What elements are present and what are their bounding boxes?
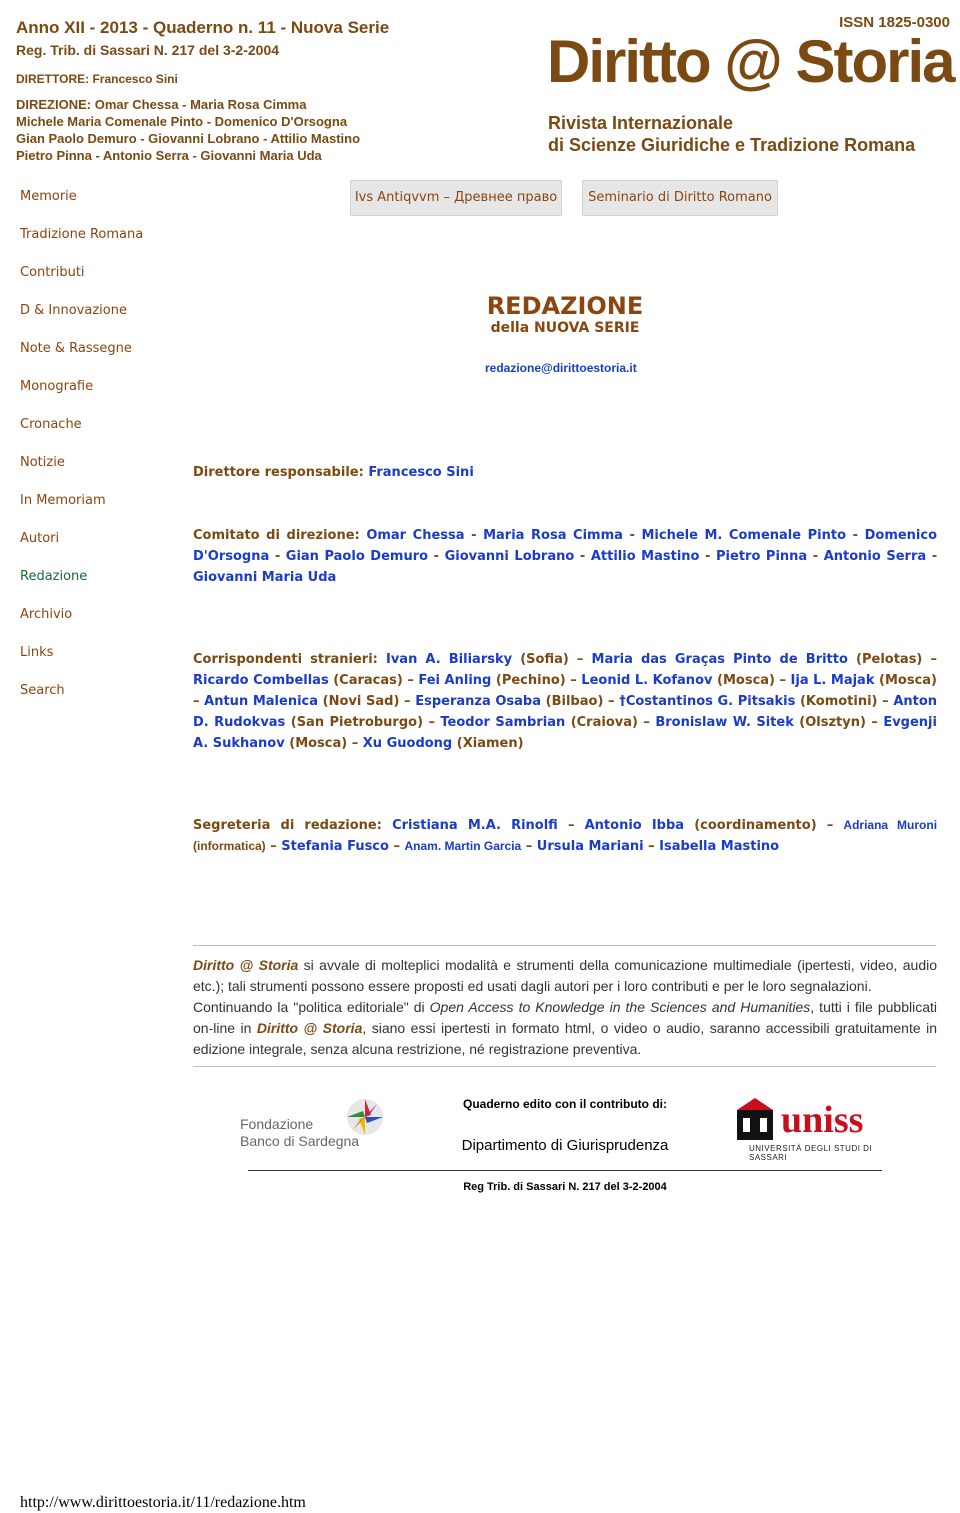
- sidebar-item-memorie[interactable]: Memorie: [20, 189, 77, 204]
- corrispondente-name: Teodor Sambrian: [440, 715, 566, 730]
- comitato-name: Maria Rosa Cimma: [483, 528, 623, 543]
- comitato-name: Domenico D'Orsogna: [193, 528, 938, 564]
- fondazione-text: [240, 1116, 359, 1150]
- comitato-name: Michele M. Comenale Pinto: [641, 528, 847, 543]
- uniss-wordmark: uniss: [781, 1099, 864, 1141]
- fondazione-line: Fondazione: [240, 1116, 314, 1132]
- direttore-name: Francesco Sini: [368, 465, 474, 480]
- corrispondente-name: Bronislaw W. Sitek: [655, 715, 794, 730]
- sidebar-item-redazione[interactable]: Redazione: [20, 569, 88, 584]
- sidebar-item-search[interactable]: Search: [20, 683, 65, 698]
- corrispondente-city: (Novi Sad): [322, 694, 400, 709]
- about-text: [193, 955, 937, 1060]
- dipartimento-name: Dipartimento di Giurisprudenza: [461, 1137, 669, 1154]
- segreteria-label: Segreteria di redazione:: [193, 818, 382, 833]
- uniss-emblem-icon: [735, 1096, 775, 1142]
- corrispondente-city: (Mosca): [717, 673, 775, 688]
- corrispondente-city: (San Pietroburgo): [290, 715, 424, 730]
- comitato-name: Gian Paolo Demuro: [285, 549, 429, 564]
- comitato-section: Comitato di direzione: Omar Chessa - Maria Rosa Cimma - Michele M. Comenale Pinto - Domenico D'Orsogna - Gian Paolo Demuro - Giovanni Lobrano - Attilio Mastino - Pietro Pinna - Antonio Serra - Giovanni Maria Uda: [193, 528, 938, 585]
- segreteria-name: Ursula Mariani: [536, 839, 644, 854]
- corrispondente-city: (Craiova): [570, 715, 638, 730]
- comitato-name: Antonio Serra: [823, 549, 927, 564]
- direzione-line: Pietro Pinna - Antonio Serra - Giovanni Maria Uda: [16, 148, 322, 163]
- fondazione-banco-sardegna-logo: [240, 1094, 400, 1156]
- title-sub: della NUOVA SERIE: [490, 320, 640, 336]
- about-text-fragment: si avvale di molteplici modalità e strumenti della comunicazione multimediale (ipertesti, video, audio etc.); tali strumenti possono essere proposti ed usati dagli autori per i loro contributi e per le loro segnalazioni.: [193, 957, 937, 994]
- corrispondente-city: (Komotini): [799, 694, 878, 709]
- brand-name: Diritto @ Storia: [193, 957, 299, 973]
- corrispondente-name: Fei Anling: [418, 673, 492, 688]
- divider: [193, 945, 936, 946]
- comitato-name: Giovanni Lobrano: [444, 549, 575, 564]
- registration-line: Reg. Trib. di Sassari N. 217 del 3-2-2004: [16, 42, 280, 58]
- comitato-label: Comitato di direzione:: [193, 528, 360, 543]
- director-line: DIRETTORE: Francesco Sini: [16, 72, 178, 86]
- direttore-section: [193, 462, 937, 483]
- uniss-subtitle: UNIVERSITÀ DEGLI STUDI DI SASSARI: [749, 1144, 873, 1162]
- subtitle-line: di Scienze Giuridiche e Tradizione Romana: [548, 135, 916, 155]
- corrispondenti-label: Corrispondenti stranieri:: [193, 652, 378, 667]
- corrispondente-city: (Xiamen): [456, 736, 524, 751]
- footer-divider: [248, 1170, 882, 1171]
- about-text-fragment: Continuando la "politica editoriale" di: [193, 999, 430, 1015]
- corrispondente-name: Anton D. Rudokvas: [193, 694, 938, 730]
- about-text-fragment: , siano essi ipertesti in formato html, o video o audio, saranno accessibili gratuitamente in edizione integrale, senza alcuna restrizione, né registrazione preventiva.: [193, 1020, 937, 1057]
- corrispondente-name: Ivan A. Biliarsky: [385, 652, 513, 667]
- fondazione-line: Banco di Sardegna: [240, 1133, 360, 1149]
- brand-name: Diritto @ Storia: [256, 1020, 363, 1036]
- corrispondenti-section: Corrispondenti stranieri: Ivan A. Biliarsky (Sofia) – Maria das Graças Pinto de Britto (Pelotas) – Ricardo Combellas (Caracas) – Fei Anling (Pechino) – Leonid L. Kofanov (Mosca) – Ija L. Majak (Mosca) – Antun Malenica (Novi Sad) – Esperanza Osaba (Bilbao) – †Costantinos G. Pitsakis (Komotini) – Anton D. Rudokvas (San Pietroburgo) – Teodor Sambrian (Craiova) – Bronislaw W. Sitek (Olsztyn) – Evgenji A. Sukhanov (Mosca) – Xu Guodong (Xiamen): [193, 652, 938, 751]
- sidebar-item-monografie[interactable]: Monografie: [20, 379, 94, 394]
- segreteria-role: (coordinamento): [694, 818, 817, 833]
- corrispondente-name: Maria das Graças Pinto de Britto: [591, 652, 848, 667]
- direzione-line: Michele Maria Comenale Pinto - Domenico D'Orsogna: [16, 114, 348, 129]
- segreteria-section: Segreteria di redazione: Cristiana M.A. Rinolfi – Antonio Ibba (coordinamento) – Adriana Muroni (informatica) – Stefania Fusco – Anam. Martin Garcia – Ursula Mariani – Isabella Mastino: [193, 818, 938, 854]
- page-title: [470, 292, 660, 336]
- direzione-line: Gian Paolo Demuro - Giovanni Lobrano - Attilio Mastino: [16, 131, 361, 146]
- corrispondente-city: (Olsztyn): [799, 715, 866, 730]
- ius-antiquum-button[interactable]: Ivs Antiqvvm – Древнее право: [350, 180, 562, 216]
- corrispondente-city: (Mosca): [289, 736, 348, 751]
- segreteria-name: Cristiana M.A. Rinolfi: [392, 818, 558, 833]
- corrispondente-name: Ija L. Majak: [790, 673, 875, 688]
- direzione-line: DIREZIONE: Omar Chessa - Maria Rosa Cimma: [16, 97, 307, 112]
- subtitle-line: Rivista Internazionale: [548, 113, 734, 133]
- issn-label: ISSN 1825-0300: [839, 14, 950, 31]
- sidebar-item-cronache[interactable]: Cronache: [20, 417, 82, 432]
- comitato-name: Giovanni Maria Uda: [193, 570, 337, 585]
- comitato-name: Attilio Mastino: [590, 549, 700, 564]
- corrispondente-city: (Bilbao): [545, 694, 604, 709]
- sidebar-item-archivio[interactable]: Archivio: [20, 607, 73, 622]
- corrispondente-name: Ricardo Combellas: [193, 673, 329, 688]
- segreteria-name: Anam. Martin Garcia: [404, 839, 522, 853]
- corrispondente-city: (Pechino): [495, 673, 566, 688]
- footer-registration: Reg Trib. di Sassari N. 217 del 3-2-2004: [463, 1181, 667, 1193]
- corrispondente-city: (Pelotas): [856, 652, 923, 667]
- issue-line: Anno XII - 2013 - Quaderno n. 11 - Nuova Serie: [16, 18, 390, 37]
- sidebar-item-contributi[interactable]: Contributi: [20, 265, 85, 280]
- corrispondente-name: Esperanza Osaba: [415, 694, 542, 709]
- sidebar-item-in-memoriam[interactable]: In Memoriam: [20, 493, 106, 508]
- site-subtitle: [548, 112, 915, 156]
- corrispondente-city: (Mosca): [879, 673, 937, 688]
- corrispondente-city: (Caracas): [333, 673, 403, 688]
- corrispondente-name: Evgenji A. Sukhanov: [193, 715, 937, 751]
- sidebar-nav: [20, 188, 180, 720]
- divider: [193, 1066, 936, 1067]
- sidebar-item-notizie[interactable]: Notizie: [20, 455, 65, 470]
- corrispondente-name: Xu Guodong: [362, 736, 453, 751]
- segreteria-name: Isabella Mastino: [659, 839, 780, 854]
- comitato-name: Pietro Pinna: [716, 549, 808, 564]
- segreteria-name: Antonio Ibba: [584, 818, 685, 833]
- open-access-name: Open Access to Knowledge in the Sciences and Humanities: [429, 999, 811, 1015]
- masthead-info: [16, 16, 436, 164]
- segreteria-name: Adriana Muroni: [843, 818, 938, 832]
- sidebar-item-innovazione[interactable]: D & Innovazione: [20, 303, 127, 318]
- title-main: REDAZIONE: [486, 292, 644, 320]
- email-link[interactable]: redazione@dirittoestoria.it: [485, 361, 637, 375]
- corrispondente-name: †Costantinos G. Pitsakis: [619, 694, 796, 709]
- site-logo: Diritto @ Storia: [547, 28, 954, 95]
- sidebar-item-note-rassegne[interactable]: Note & Rassegne: [20, 341, 132, 356]
- uniss-logo: [735, 1094, 895, 1162]
- sidebar-item-tradizione-romana[interactable]: Tradizione Romana: [20, 227, 144, 242]
- segreteria-name: Stefania Fusco: [281, 839, 389, 854]
- direttore-label: Direttore responsabile:: [193, 465, 364, 480]
- corrispondente-name: Antun Malenica: [204, 694, 319, 709]
- seminario-button[interactable]: Seminario di Diritto Romano: [582, 180, 778, 216]
- corrispondente-city: (Sofia): [520, 652, 569, 667]
- corrispondente-name: Leonid L. Kofanov: [581, 673, 713, 688]
- quaderno-note: Quaderno edito con il contributo di:: [463, 1097, 667, 1111]
- sidebar-item-links[interactable]: Links: [20, 645, 54, 660]
- sidebar-item-autori[interactable]: Autori: [20, 531, 60, 546]
- about-text-fragment: , tutti i file pubblicati on-line in: [193, 999, 937, 1036]
- segreteria-role: (informatica): [193, 839, 266, 853]
- comitato-name: Omar Chessa: [366, 528, 465, 543]
- page-url: http://www.dirittoestoria.it/11/redazione.htm: [20, 1494, 306, 1511]
